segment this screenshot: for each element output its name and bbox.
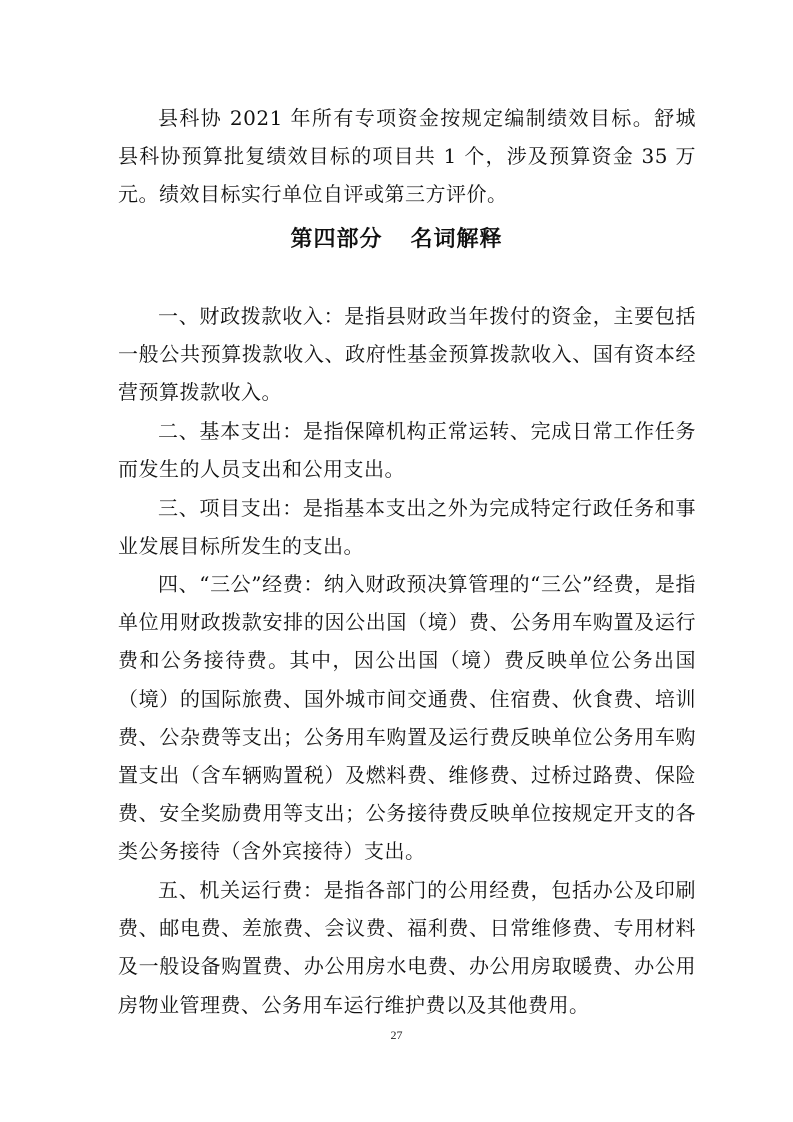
definition-agency-operating-expenses: 五、机关运行费：是指各部门的公用经费，包括办公及印刷费、邮电费、差旅费、会议费、福利费、日常维修费、专用材料及一般设备购置费、办公用房水电费、办公用房取暖费、办公用房物业管理费、公务用车运行维护费以及其他费用。 — [118, 878, 696, 1017]
section-heading-part: 第四部分 — [290, 227, 383, 252]
definition-project-expenditure: 三、项目支出：是指基本支出之外为完成特定行政任务和事业发展目标所发生的支出。 — [118, 496, 696, 559]
definition-basic-expenditure: 二、基本支出：是指保障机构正常运转、完成日常工作任务而发生的人员支出和公用支出。 — [118, 419, 696, 482]
section-heading — [0, 222, 793, 253]
section-heading-title: 名词解释 — [410, 227, 503, 252]
intro-paragraph: 县科协 2021 年所有专项资金按规定编制绩效目标。舒城县科协预算批复绩效目标的项目共 1 个，涉及预算资金 35 万元。绩效目标实行单位自评或第三方评价。 — [118, 106, 696, 207]
page-number: 27 — [390, 1028, 403, 1042]
definition-financial-appropriation-income: 一、财政拨款收入：是指县财政当年拨付的资金，主要包括一般公共预算拨款收入、政府性基金预算拨款收入、国有资本经营预算拨款收入。 — [118, 304, 696, 405]
definition-three-public-expenses: 四、“三公”经费：纳入财政预决算管理的“三公”经费，是指单位用财政拨款安排的因公出国（境）费、公务用车购置及运行费和公务接待费。其中，因公出国（境）费反映单位公务出国（境）的国际旅费、国外城市间交通费、住宿费、伙食费、培训费、公杂费等支出；公务用车购置及运行费反映单位公务用车购置支出（含车辆购置税）及燃料费、维修费、过桥过路费、保险费、安全奖励费用等支出；公务接待费反映单位按规定开支的各类公务接待（含外宾接待）支出。 — [118, 572, 696, 864]
